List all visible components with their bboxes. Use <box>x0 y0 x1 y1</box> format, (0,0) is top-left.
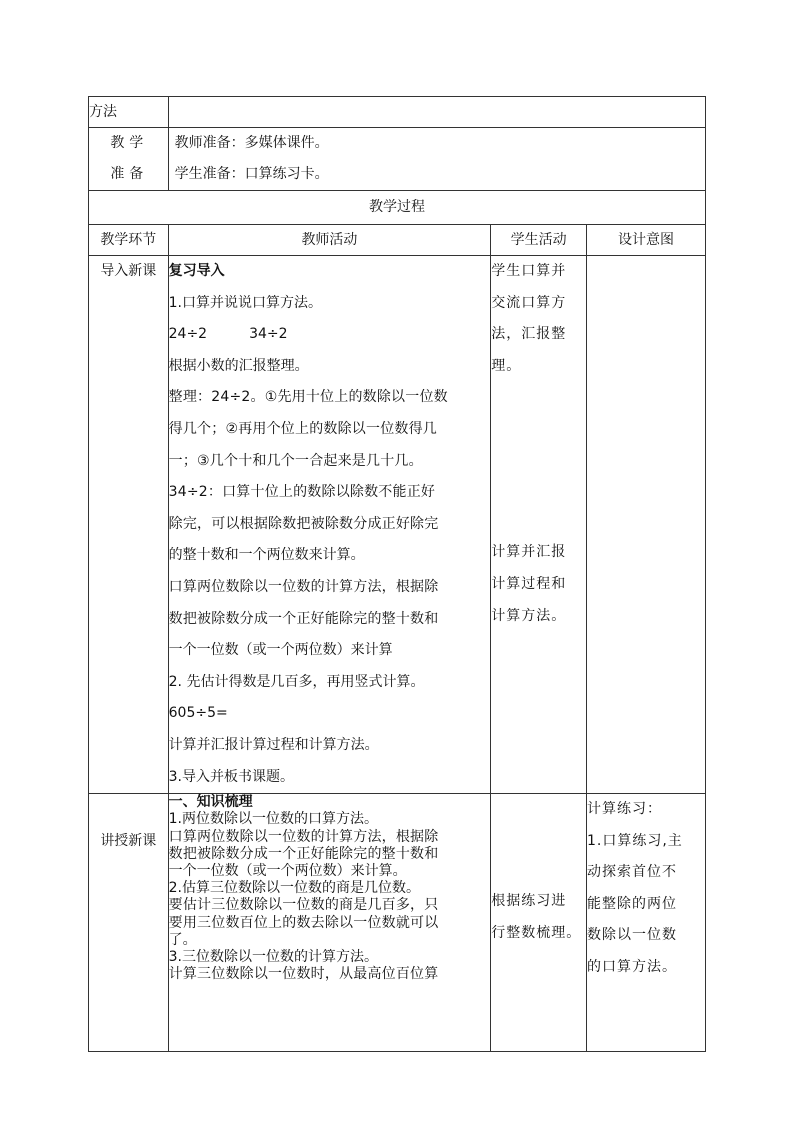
lecture-intent-line: 动探索首位不 <box>587 864 677 881</box>
lesson-plan-table <box>88 96 706 1052</box>
header-design-intent: 设计意图 <box>587 225 706 256</box>
intro-student-line: 法，汇报整 <box>491 326 567 343</box>
lecture-teacher-line: 一、知识梳理 <box>168 794 253 811</box>
lecture-intent-line: 数除以一位数 <box>587 927 677 944</box>
header-row <box>89 225 706 256</box>
lecture-intent-line: 能整除的两位 <box>587 895 677 912</box>
intro-teacher-line: 605÷5= <box>168 705 228 722</box>
lecture-design-intent <box>587 794 706 1052</box>
lecture-student-spacer <box>491 794 586 886</box>
lecture-teacher-line: 1.两位数除以一位数的口算方法。 <box>168 811 378 828</box>
header-stage: 教学环节 <box>89 225 169 256</box>
preparation-content-cell <box>168 128 705 191</box>
intro-student-activity <box>491 256 587 794</box>
preparation-label-line2: 准备 <box>110 166 149 182</box>
intro-teacher-line: 复习导入 <box>168 263 225 279</box>
intro-teacher-line: 一；③几个十和几个一合起来是几十几。 <box>168 452 423 469</box>
lecture-student-line: 行整数梳理。 <box>491 924 582 941</box>
teacher-preparation: 教师准备：多媒体课件。 <box>174 135 329 151</box>
preparation-label-line1: 教学 <box>110 135 149 151</box>
lecture-row <box>89 794 706 1052</box>
intro-teacher-line: 得几个；②再用个位上的数除以一位数得几 <box>168 420 437 437</box>
method-label: 方法 <box>89 97 169 128</box>
intro-student-spacer <box>491 382 586 537</box>
lecture-intent-line: 1.口算练习,主 <box>587 832 683 849</box>
intro-student-line: 学生口算并 <box>491 263 567 279</box>
intro-student-line: 理。 <box>491 357 522 374</box>
process-title-row <box>89 191 706 225</box>
intro-teacher-line: 数把被除数分成一个正好能除完的整十数和 <box>168 610 439 627</box>
header-student-activity: 学生活动 <box>491 225 587 256</box>
lecture-teacher-line: 2.估算三位数除以一位数的商是几位数。 <box>168 880 420 897</box>
intro-stage: 导入新课 <box>89 256 169 794</box>
lecture-teacher-line: 要用三位数百位上的数去除以一位数就可以 <box>168 914 439 931</box>
lecture-teacher-line: 计算三位数除以一位数时，从最高位百位算 <box>168 966 439 983</box>
lecture-teacher-line: 一个一位数（或一个两位数）来计算。 <box>168 862 407 879</box>
intro-teacher-line: 的整十数和一个两位数来计算。 <box>168 547 365 564</box>
preparation-row <box>89 128 706 191</box>
intro-teacher-line: 整理：24÷2。①先用十位上的数除以一位数 <box>168 389 448 406</box>
intro-row <box>89 256 706 794</box>
intro-student-line: 计算并汇报 <box>491 544 567 561</box>
intro-teacher-line: 24÷2 34÷2 <box>168 326 288 343</box>
intro-teacher-line: 34÷2：口算十位上的数除以除数不能正好 <box>168 484 436 501</box>
intro-teacher-line: 计算并汇报计算过程和计算方法。 <box>168 736 379 753</box>
intro-teacher-line: 除完，可以根据除数把被除数分成正好除完 <box>168 515 439 532</box>
lecture-teacher-activity <box>168 794 491 1052</box>
lecture-intent-line: 计算练习： <box>587 801 662 818</box>
intro-teacher-line: 根据小数的汇报整理。 <box>168 357 309 374</box>
intro-design-intent <box>587 256 706 794</box>
preparation-label-cell <box>89 128 169 191</box>
intro-teacher-activity <box>168 256 491 794</box>
lecture-student-line: 根据练习进 <box>491 893 567 910</box>
lecture-teacher-line: 3.三位数除以一位数的计算方法。 <box>168 948 378 965</box>
header-teacher-activity: 教师活动 <box>168 225 491 256</box>
lecture-student-activity <box>491 794 587 1052</box>
method-content <box>168 97 705 128</box>
intro-teacher-line: 2. 先估计得数是几百多，再用竖式计算。 <box>168 673 425 690</box>
lecture-stage: 讲授新课 <box>89 794 169 1052</box>
intro-teacher-line: 口算两位数除以一位数的计算方法，根据除 <box>168 578 439 595</box>
process-title: 教学过程 <box>89 191 706 225</box>
method-row <box>89 97 706 128</box>
lecture-teacher-line: 数把被除数分成一个正好能除完的整十数和 <box>168 845 439 862</box>
lecture-intent-line: 的口算方法。 <box>587 959 677 976</box>
student-preparation: 学生准备：口算练习卡。 <box>174 166 329 182</box>
lecture-teacher-line: 要估计三位数除以一位数的商是几百多，只 <box>168 897 439 914</box>
intro-teacher-line: 1.口算并说说口算方法。 <box>168 294 322 311</box>
intro-teacher-line: 3.导入并板书课题。 <box>168 768 294 785</box>
intro-student-line: 计算过程和 <box>491 575 567 592</box>
intro-student-line: 计算方法。 <box>491 607 567 624</box>
intro-teacher-line: 一个一位数（或一个两位数）来计算 <box>168 642 393 659</box>
intro-student-line: 交流口算方 <box>491 294 567 311</box>
lecture-teacher-line: 了。 <box>168 931 197 948</box>
lecture-teacher-line: 口算两位数除以一位数的计算方法，根据除 <box>168 828 439 845</box>
